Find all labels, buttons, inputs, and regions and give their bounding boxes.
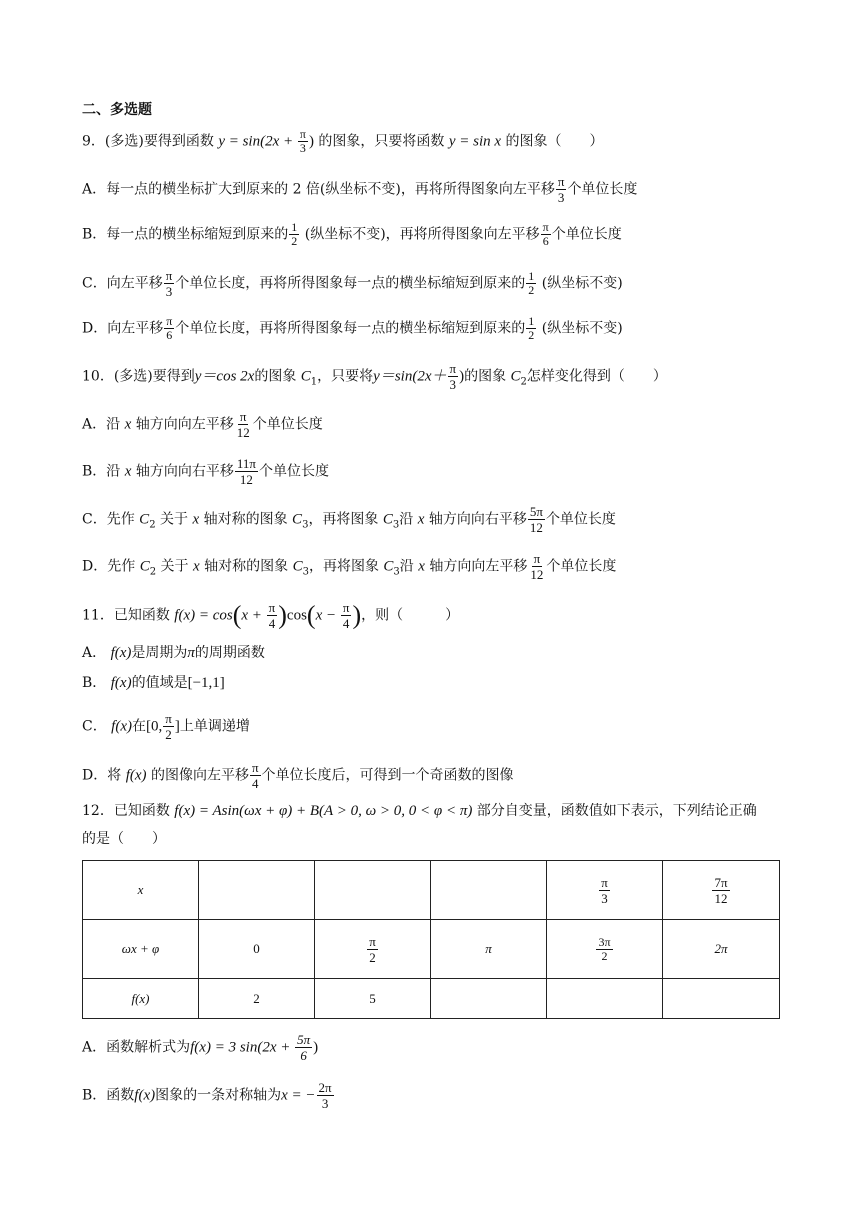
section-title: 二、多选题 [82, 102, 152, 118]
q12-option-b[interactable]: B．函数f(x)图象的一条对称轴为x = − $\frac{2\pi}{3}$ [82, 1080, 332, 1111]
question-9: 9．(多选)要得到函数 y = sin(2x + $\frac{\pi}{3}$ ) 的图象，只要将函数 y = sin x 的图象（ ） [82, 127, 604, 155]
q9-number: 9． [82, 133, 105, 150]
table-cell: $\frac{\pi}{3}$ [547, 861, 663, 920]
question-12: 12．已知函数 f(x) = Asin(ωx + φ) + B(A > 0, ω > 0, 0 < φ < π) 部分自变量，函数值如下表示，下列结论正确 [82, 803, 757, 819]
q10-option-d[interactable]: D．先作 $C_2$ 关于 x 轴对称的图象 $C_3$，再将图象 $C_3$沿 x 轴方向向左平移 $\frac{\pi}{12}$ 个单位长度 [82, 551, 617, 582]
q10-option-b[interactable]: B．沿 x 轴方向向右平移 $\frac{11\pi}{12}$ 个单位长度 [82, 456, 329, 487]
q11-option-a[interactable]: A． f(x)是周期为π的周期函数 [82, 645, 265, 661]
q9-option-d[interactable]: D．向左平移 $\frac{\pi}{6}$ 个单位长度，再将所得图象每一点的横坐标缩短到原来的 $\frac{1}{2}$ (纵坐标不变) [82, 314, 623, 342]
q10-option-c[interactable]: C．先作 $C_2$ 关于 x 轴对称的图象 $C_3$，再将图象 $C_3$沿 x 轴方向向右平移 $\frac{5\pi}{12}$ 个单位长度 [82, 504, 616, 535]
q10-option-a[interactable]: A．沿 x 轴方向向左平移 $\frac{\pi}{12}$ 个单位长度 [82, 409, 323, 440]
table-row: ωx + φ 0 $\frac{\pi}{2}$ π $\frac{3\pi}{2}$ 2π [83, 920, 780, 979]
q11-option-c[interactable]: C． f(x)在[0, $\frac{\pi}{2}$ ]上单调递增 [82, 711, 250, 742]
table-cell: $\frac{7\pi}{12}$ [663, 861, 780, 920]
table-cell: $\frac{\pi}{2}$ [315, 920, 431, 979]
table-header-fx: f(x) [83, 979, 199, 1019]
question-12-cont: 的是（ ） [82, 831, 166, 847]
question-10: 10．(多选)要得到y＝cos 2x的图象 $C_1$，只要将y＝sin(2x＋ $\frac{\pi}{3}$ )的图象 $C_2$怎样变化得到（ ） [82, 361, 667, 392]
table-row: f(x) 2 5 [83, 979, 780, 1019]
q11-option-b[interactable]: B． f(x)的值域是[−1,1] [82, 675, 225, 691]
table-row [83, 861, 780, 920]
q12-option-a[interactable]: A．函数解析式为f(x) = 3 sin(2x + $\frac{5\pi}{6}$ ) [82, 1032, 319, 1063]
table-header-x: x [83, 861, 199, 920]
q9-option-c[interactable]: C．向左平移 $\frac{\pi}{3}$ 个单位长度，再将所得图象每一点的横坐标缩短到原来的 $\frac{1}{2}$ (纵坐标不变) [82, 268, 623, 299]
q11-option-d[interactable]: D．将 f(x) 的图像向左平移 $\frac{\pi}{4}$ 个单位长度后，可得到一个奇函数的图像 [82, 760, 514, 791]
value-table [82, 860, 780, 1019]
q9-option-b[interactable]: B．每一点的横坐标缩短到原来的 $\frac{1}{2}$ (纵坐标不变)，再将所得图象向左平移 $\frac{\pi}{6}$ 个单位长度 [82, 220, 622, 248]
question-11: 11．已知函数 f(x) = cos(x + $\frac{\pi}{4}$ )cos(x − $\frac{\pi}{4}$ )，则（ ） [82, 600, 460, 631]
q9-option-a[interactable]: A．每一点的横坐标扩大到原来的 2 倍(纵坐标不变)，再将所得图象向左平移 $\frac{\pi}{3}$ 个单位长度 [82, 174, 638, 205]
table-cell: $\frac{3\pi}{2}$ [547, 920, 663, 979]
fraction: $\frac{\pi}{3}$ [299, 127, 306, 155]
table-header-phase: ωx + φ [83, 920, 199, 979]
